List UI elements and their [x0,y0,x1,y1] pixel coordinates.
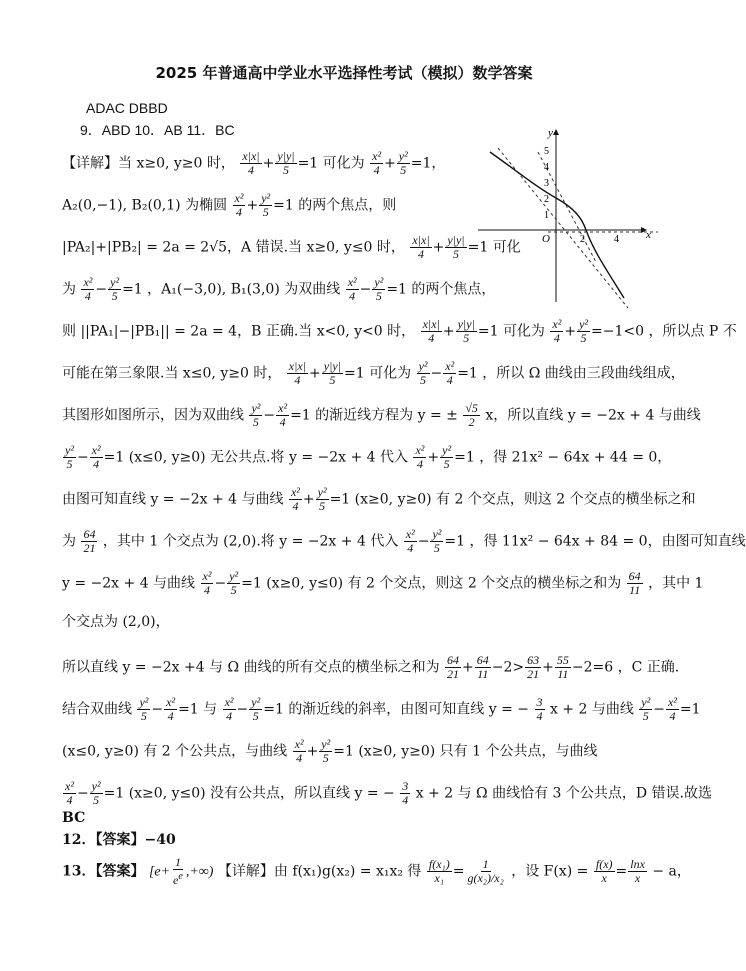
fraction: $\frac{1}{\text{g(x₂)/x₂}}$ [467,857,504,885]
fraction: $\frac{\text{y²}}{5}$ [317,485,327,513]
fraction: $\frac{\text{x²}}{4}$ [372,149,382,177]
fraction: $\frac{\text{y²}}{5}$ [579,317,588,345]
text: 则 ||PA₁|−|PB₁|| = 2a = 4，B 正确.当 x<0, y<0 时， [62,323,416,340]
text: x + 2 与曲线 [549,701,634,718]
text: (x≥0, y≤0) 有 2 个交点，则这 2 个交点的横坐标之和为 [266,575,622,592]
y-tick: 4 [544,162,549,173]
text: 可化为 [369,365,412,382]
answer-13: 13．【答案】 [e+ $\frac{1}{e^e}$ ,+∞) 【详解】由 f(x₁)g(x₂) = x₁x₂ 得 $\frac{\text{f(x₁)}}{\text{x₁}}$ = $\frac{1}{\text{g(x₂)/x₂}}$ ，设 F(x) = $\frac{f(x)}{x}$ = $\frac{\ln x}{x}$ − a， [62,855,691,887]
fraction: $\frac{\text{x²}}{4}$ [278,401,288,429]
text: (x≤0, y≥0) 有 2 个公共点，与曲线 [62,743,288,760]
text: 【详解】由 f(x₁)g(x₂) = x₁x₂ 得 [217,863,422,880]
text: ，所以点 P 不 [648,323,737,340]
fraction: $\frac{√5}{2}$ [465,401,478,429]
solution-line-12: 个交点为 (2,0)， [62,614,170,630]
y-tick: 1 [544,210,549,221]
fraction: $\frac{64}{21}$ [83,527,96,555]
text: 由图可知直线 y = −2x + 4 与曲线 [62,491,284,508]
text: 所以直线 y = −2x +4 与 Ω 曲线的所有交点的横坐标之和为 [62,659,440,676]
text: 其图形如图所示，因为双曲线 [62,407,244,424]
text: ，得 21x² − 64x + 44 = 0， [479,449,672,466]
text: 与 [203,701,218,718]
text: ，A₁(−3,0), B₁(3,0) 为双曲线 [147,281,341,298]
x-tick: 4 [614,234,619,245]
fraction: $\frac{\text{y²}}{5}$ [432,527,442,555]
fraction: $\frac{\text{x²}}{4}$ [347,275,357,303]
text: 可能在第三象限.当 x≤0, y≥0 时， [62,365,282,382]
y-tick: 5 [544,146,549,157]
solution-line-16: $\frac{\text{x²}}{4}$ − $\frac{\text{y²}}{5}$ =1 (x≥0, y≤0) 没有公共点，所以直线 y = − $\frac{3}{4}$ x + 2 与 Ω 曲线恰有 3 个公共点，D 错误.故选 [65,779,713,807]
fraction: $\frac{x|x|}{4}$ [288,359,307,387]
text: 结合双曲线 [62,701,132,718]
text: 13．【答案】 [62,863,145,880]
text: ，得 11x² − 64x + 84 = 0，由图可知直线 [469,533,746,550]
solution-line-8: $\frac{\text{y²}}{5}$ − $\frac{\text{x²}}{4}$ =1 (x≤0, y≥0) 无公共点.将 y = −2x + 4 代入 $\frac{\text{x²}}{4}$ + $\frac{\text{y²}}{5}$ =1 ，得 21x² − 64x + 44 = 0， [65,443,672,471]
solution-line-6: 可能在第三象限.当 x≤0, y≥0 时， $\frac{x|x|}{4}$ + $\frac{y|y|}{5}$ =1 可化为 $\frac{\text{y²}}{5}$ − $\frac{\text{x²}}{4}$ =1 ，所以 Ω 曲线由三段曲线组成， [62,359,685,387]
fraction: $\frac{\text{x²}}{4}$ [224,695,234,723]
fraction: $\frac{\text{x²}}{4}$ [91,443,101,471]
solution-line-2: A₂(0,−1), B₂(0,1) 为椭圆 $\frac{\text{x²}}{4}$ + $\frac{\text{y²}}{5}$ =1 的两个焦点，则 [62,191,397,219]
fraction: $\frac{\text{y²}}{5}$ [641,695,651,723]
fraction: $\frac{\text{y²}}{5}$ [321,737,331,765]
solution-line-4: 为 $\frac{\text{x²}}{4}$ − $\frac{\text{y²}}{5}$ =1 ，A₁(−3,0), B₁(3,0) 为双曲线 $\frac{\text{x²}}{4}$ − $\frac{\text{y²}}{5}$ =1 的两个焦点， [62,275,496,303]
text: y = −2x + 4 与曲线 [62,575,196,592]
solution-line-5: 则 ||PA₁|−|PB₁|| = 2a = 4，B 正确.当 x<0, y<0 时， $\frac{x|x|}{4}$ + $\frac{y|y|}{5}$ =1 可化为 $\frac{\text{x²}}{4}$ + $\frac{\text{y²}}{5}$ =−1<0 ，所以点 P 不 [62,317,737,345]
fraction: $\frac{\text{y²}}{5}$ [139,695,149,723]
text: 的渐近线的斜率，由图可知直线 y = − [288,701,530,718]
fraction: $\frac{\text{x²}}{4}$ [415,443,425,471]
fraction: $\frac{\text{x²}}{4}$ [65,779,74,807]
fraction: $\frac{\text{x²}}{4}$ [294,737,304,765]
fraction: $\frac{\text{y²}}{5}$ [110,275,120,303]
text: 的两个焦点， [411,281,496,298]
fraction: $\frac{\text{y²}}{5}$ [91,779,101,807]
text: 为 [62,281,76,298]
fraction: $\frac{\text{f(x₁)}}{\text{x₁}}$ [428,857,450,885]
text: 的渐近线方程为 y = ± [315,407,458,424]
text: 可化 [492,239,521,256]
answers-1-8: ADAC DBBD [86,100,168,116]
fraction: $\frac{y|y|}{5}$ [277,149,295,177]
fraction: $\frac{\text{y²}}{5}$ [442,443,452,471]
answers-9-11: 9．ABD 10．AB 11．BC [80,122,235,138]
text: |PA₂|+|PB₂| = 2a = 2√5，A 错误.当 x≥0, y≤0 时， [62,239,405,256]
fraction: $\frac{3}{4}$ [536,695,543,723]
solution-line-3: |PA₂|+|PB₂| = 2a = 2√5，A 错误.当 x≥0, y≤0 时， $\frac{x|x|}{4}$ + $\frac{y|y|}{5}$ =1 可化 [62,233,521,261]
fraction: $\frac{1}{e^e}$ [173,855,183,887]
fraction: $\frac{\text{x²}}{4}$ [83,275,93,303]
page-title: 2025 年普通高中学业水平选择性考试（模拟）数学答案 [155,64,533,82]
text: ，所以 Ω 曲线由三段曲线组成， [482,365,685,382]
fraction: $\frac{\text{x²}}{4}$ [234,191,244,219]
text: 为 [62,533,76,550]
fraction: $\frac{64}{11}$ [628,569,641,597]
solution-line-11: y = −2x + 4 与曲线 $\frac{\text{x²}}{4}$ − $\frac{\text{y²}}{5}$ =1 (x≥0, y≤0) 有 2 个交点，则这 2 个交点的横坐标之和为 $\frac{64}{11}$ ，其中 1 [62,569,704,597]
text: ，其中 1 个交点为 (2,0).将 y = −2x + 4 代入 [102,533,399,550]
text: (x≤0, y≥0) 无公共点.将 y = −2x + 4 代入 [128,449,409,466]
fraction: $\frac{\text{y²}}{5}$ [229,569,239,597]
x-label: x [646,229,651,241]
fraction: $\frac{\text{x²}}{4}$ [667,695,677,723]
fraction: $\frac{f(x)}{x}$ [595,857,613,885]
text: (x≥0, y≥0) 只有 1 个公共点，与曲线 [358,743,598,760]
text: x，所以直线 y = −2x + 4 与曲线 [485,407,701,424]
text: ，C 正确. [617,659,680,676]
solution-line-9: 由图可知直线 y = −2x + 4 与曲线 $\frac{\text{x²}}{4}$ + $\frac{\text{y²}}{5}$ =1 (x≥0, y≥0) 有 2 个交点，则这 2 个交点的横坐标之和 [62,485,696,513]
text: (x≥0, y≤0) 没有公共点，所以直线 y = − [128,785,395,802]
x-tick: 2 [580,234,585,245]
fraction: $\frac{55}{11}$ [556,653,569,681]
fraction: $\frac{x|x|}{4}$ [242,149,260,177]
fraction: $\frac{\text{x²}}{4}$ [166,695,176,723]
solution-line-7: 其图形如图所示，因为双曲线 $\frac{\text{y²}}{5}$ − $\frac{\text{x²}}{4}$ =1 的渐近线方程为 y = ± $\frac{√5}{2}$ x，所以直线 y = −2x + 4 与曲线 [62,401,701,429]
fraction: $\frac{64}{21}$ [447,653,460,681]
fraction: $\frac{y|y|}{5}$ [447,233,465,261]
final-choice: BC [62,810,86,826]
text: 【详解】当 x≥0, y≥0 时， [62,155,235,172]
solution-line-14: 结合双曲线 $\frac{\text{y²}}{5}$ − $\frac{\text{x²}}{4}$ =1 与 $\frac{\text{x²}}{4}$ − $\frac{\text{y²}}{5}$ =1 的渐近线的斜率，由图可知直线 y = − $\frac{3}{4}$ x + 2 与曲线 $\frac{\text{y²}}{5}$ − $\frac{\text{x²}}{4}$ =1 [62,695,701,723]
origin-label: O [542,233,550,245]
fraction: $\frac{\text{y²}}{5}$ [261,191,271,219]
solution-line-15: (x≤0, y≥0) 有 2 个公共点，与曲线 $\frac{\text{x²}}{4}$ + $\frac{\text{y²}}{5}$ =1 (x≥0, y≥0) 只有 1 个公共点，与曲线 [62,737,598,765]
y-tick: 3 [544,178,549,189]
omega-curve [490,152,624,298]
solution-line-13: 所以直线 y = −2x +4 与 Ω 曲线的所有交点的横坐标之和为 $\frac{64}{21}$ + $\frac{64}{11}$ −2> $\frac{63}{21}$ + $\frac{55}{11}$ −2=6 ，C 正确. [62,653,680,681]
text: ，设 F(x) = [511,863,589,880]
fraction: $\frac{\text{y²}}{5}$ [251,695,261,723]
text: x + 2 与 Ω 曲线恰有 3 个公共点，D 错误.故选 [415,785,713,802]
fraction: $\frac{y|y|}{5}$ [323,359,342,387]
text: 可化为 [502,323,545,340]
fraction: $\frac{\text{x²}}{4}$ [445,359,455,387]
fraction: $\frac{3}{4}$ [402,779,409,807]
fraction: $\frac{\text{x²}}{4}$ [405,527,415,555]
fraction: $\frac{\ln x}{x}$ [630,857,645,885]
fraction: $\frac{\text{x²}}{4}$ [552,317,562,345]
y-tick: 2 [544,194,549,205]
fraction: $\frac{\text{y²}}{5}$ [398,149,408,177]
fraction: $\frac{\text{y²}}{5}$ [418,359,428,387]
fraction: $\frac{x|x|}{4}$ [422,317,440,345]
fraction: $\frac{y|y|}{5}$ [457,317,475,345]
text: ，其中 1 [648,575,704,592]
fraction: $\frac{\text{x²}}{4}$ [202,569,212,597]
solution-line-1: 【详解】当 x≥0, y≥0 时， $\frac{x|x|}{4}$ + $\frac{y|y|}{5}$ =1 可化为 $\frac{\text{x²}}{4}$ + $\frac{\text{y²}}{5}$ =1， [62,149,446,177]
fraction: $\frac{64}{11}$ [476,653,489,681]
fraction: $\frac{x|x|}{4}$ [412,233,430,261]
fraction: $\frac{\text{y²}}{5}$ [251,401,261,429]
text: (x≥0, y≥0) 有 2 个交点，则这 2 个交点的横坐标之和 [354,491,696,508]
curve-graph [478,122,658,308]
answer-12: 12．【答案】−40 [62,832,176,848]
y-label: y [548,127,553,139]
text: A₂(0,−1), B₂(0,1) 为椭圆 [62,197,228,214]
solution-line-10: 为 $\frac{64}{21}$ ，其中 1 个交点为 (2,0).将 y = −2x + 4 代入 $\frac{\text{x²}}{4}$ − $\frac{\text{y²}}{5}$ =1 ，得 11x² − 64x + 84 = 0，由图可知直线 [62,527,746,555]
fraction: $\frac{63}{21}$ [527,653,540,681]
fraction: $\frac{\text{x²}}{4}$ [290,485,300,513]
fraction: $\frac{\text{y²}}{5}$ [374,275,384,303]
text: 的两个焦点，则 [298,197,397,214]
text: − a， [652,863,691,880]
text: 可化为 [322,155,365,172]
fraction: $\frac{\text{y²}}{5}$ [65,443,74,471]
